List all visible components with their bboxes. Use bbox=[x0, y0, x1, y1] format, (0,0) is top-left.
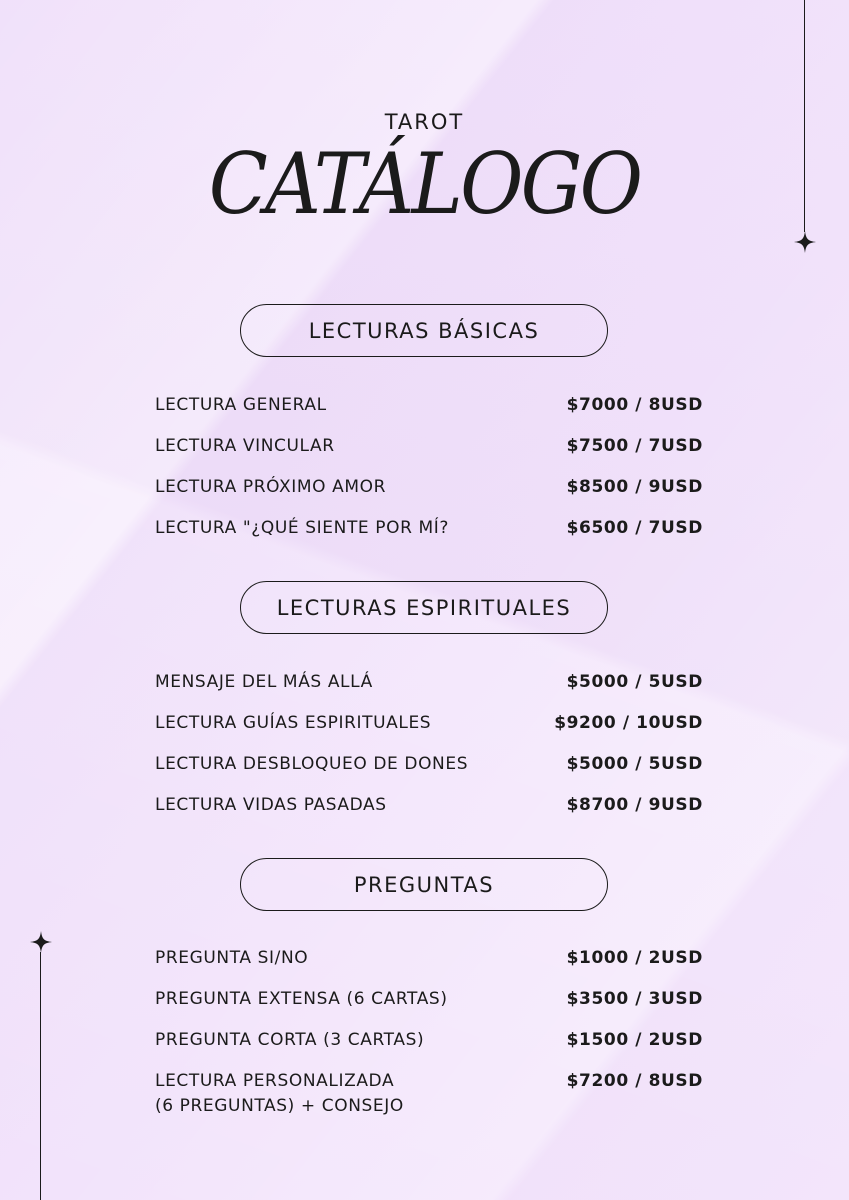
item-name: LECTURA GUÍAS ESPIRITUALES bbox=[155, 713, 432, 733]
list-item bbox=[155, 670, 703, 695]
decorative-line-bottom-left bbox=[40, 952, 41, 1200]
list-item bbox=[155, 1028, 703, 1053]
item-name: PREGUNTA CORTA (3 CARTAS) bbox=[155, 1030, 425, 1050]
list-item bbox=[155, 711, 703, 736]
item-price: $8500 / 9USD bbox=[566, 477, 703, 497]
item-price: $9200 / 10USD bbox=[554, 713, 703, 733]
item-name: PREGUNTA SI/NO bbox=[155, 948, 309, 968]
page-title: CATÁLOGO bbox=[208, 135, 641, 233]
list-item bbox=[155, 752, 703, 777]
sparkle-star-icon bbox=[30, 931, 52, 953]
item-name: LECTURA DESBLOQUEO DE DONES bbox=[155, 754, 469, 774]
item-name: LECTURA VIDAS PASADAS bbox=[155, 795, 387, 815]
item-price: $5000 / 5USD bbox=[566, 672, 703, 692]
kicker: TAROT bbox=[384, 110, 465, 134]
list-item bbox=[155, 987, 703, 1012]
list-item bbox=[155, 393, 703, 418]
list-item bbox=[155, 434, 703, 459]
item-name: LECTURA PERSONALIZADA (6 PREGUNTAS) + CONSEJO bbox=[155, 1071, 404, 1116]
section-title-espirituales: LECTURAS ESPIRITUALES bbox=[240, 581, 608, 634]
item-name: LECTURA "¿QUÉ SIENTE POR MÍ? bbox=[155, 518, 450, 538]
item-price: $5000 / 5USD bbox=[566, 754, 703, 774]
item-name: LECTURA VINCULAR bbox=[155, 436, 335, 456]
section-title-basicas: LECTURAS BÁSICAS bbox=[240, 304, 608, 357]
item-price: $3500 / 3USD bbox=[566, 989, 703, 1009]
list-item bbox=[155, 516, 703, 541]
item-name: LECTURA PRÓXIMO AMOR bbox=[155, 477, 387, 497]
list-item bbox=[155, 475, 703, 500]
section-title-preguntas: PREGUNTAS bbox=[240, 858, 608, 911]
list-item bbox=[155, 793, 703, 818]
list-item bbox=[155, 946, 703, 971]
item-name: MENSAJE DEL MÁS ALLÁ bbox=[155, 672, 373, 692]
item-price: $1500 / 2USD bbox=[566, 1030, 703, 1050]
item-price: $6500 / 7USD bbox=[566, 518, 703, 538]
item-price: $1000 / 2USD bbox=[566, 948, 703, 968]
item-price: $8700 / 9USD bbox=[566, 795, 703, 815]
item-name: PREGUNTA EXTENSA (6 CARTAS) bbox=[155, 989, 448, 1009]
item-price: $7000 / 8USD bbox=[566, 395, 703, 415]
item-name: LECTURA GENERAL bbox=[155, 395, 327, 415]
sparkle-star-icon bbox=[794, 231, 816, 253]
list-item bbox=[155, 1069, 703, 1119]
item-price: $7200 / 8USD bbox=[566, 1071, 703, 1091]
item-price: $7500 / 7USD bbox=[566, 436, 703, 456]
